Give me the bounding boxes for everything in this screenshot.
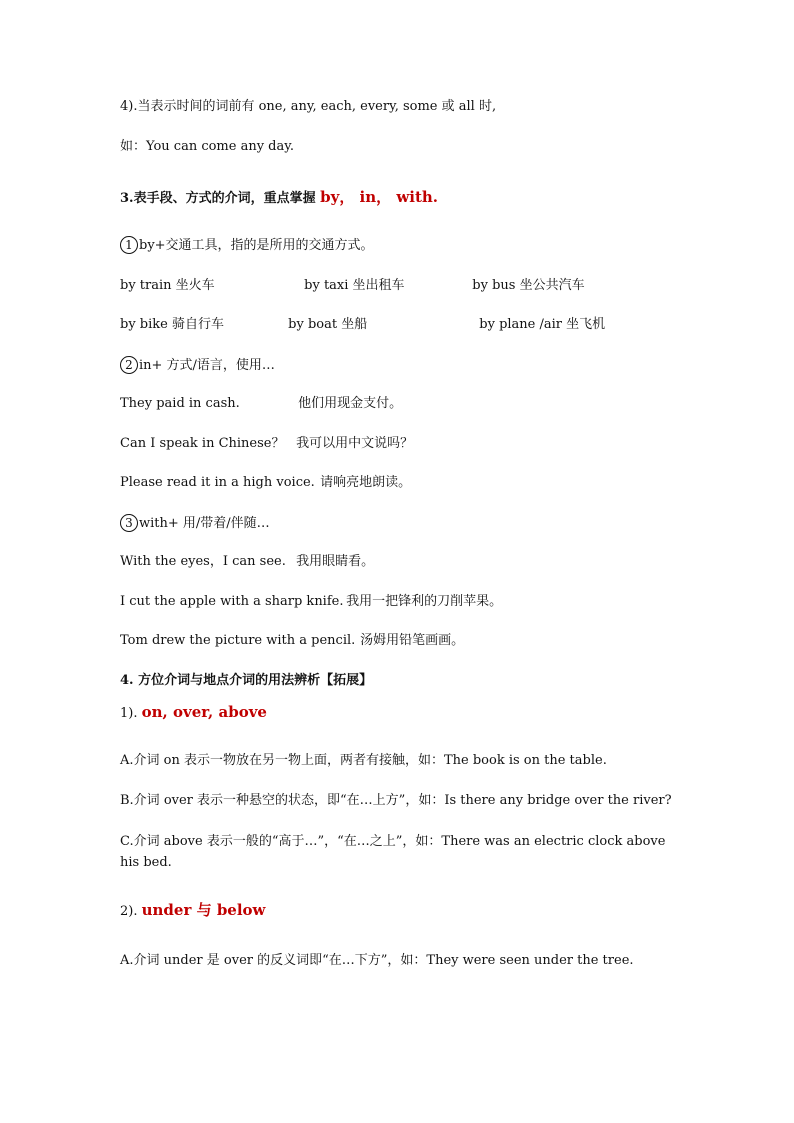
example-3 [120, 474, 411, 492]
item-2 [120, 356, 275, 375]
rule-over: B.介词 over 表示一种悬空的状态，即“在…上方”，如：Is there any bridge over the river? [120, 793, 672, 808]
item-1-text: by+交通工具，指的是所用的交通方式。 [139, 238, 374, 253]
circled-number-2: 2 [120, 356, 138, 374]
example-6-en: Tom drew the picture with a pencil. [120, 633, 356, 648]
circled-number-3: 3 [120, 514, 138, 532]
example-4-cn: 我用眼睛看。 [296, 554, 375, 569]
by-bike: by bike 骑自行车 [120, 317, 224, 332]
rule-on: A.介词 on 表示一物放在另一物上面，两者有接触，如：The book is on the table. [120, 753, 607, 768]
item-3-text: with+ 用/带着/伴随… [139, 516, 270, 531]
transport-row-2 [120, 316, 605, 334]
example-6 [120, 632, 464, 650]
example-6-cn: 汤姆用铅笔画画。 [360, 633, 465, 648]
example-1-cn: 他们用现金支付。 [298, 396, 403, 411]
section-3-keywords: by， in， with. [320, 188, 439, 206]
section-3-title: 3.表手段、方式的介词，重点掌握 [120, 191, 316, 206]
example-1 [120, 395, 402, 413]
example-2-en: Can I speak in Chinese？ [120, 436, 285, 451]
by-train: by train 坐火车 [120, 278, 215, 293]
example-4 [120, 553, 374, 571]
subsection-2-title: under 与 below [141, 901, 266, 919]
circled-number-1: 1 [120, 236, 138, 254]
subsection-1-title: on, over, above [141, 703, 267, 721]
subsection-2-number: 2). [120, 904, 138, 919]
example-4-en: With the eyes，I can see. [120, 554, 286, 569]
subsection-2-heading [120, 901, 265, 921]
item-3 [120, 514, 270, 533]
transport-row-1 [120, 277, 585, 295]
item-2-text: in+ 方式/语言，使用… [139, 358, 275, 373]
by-plane: by plane /air 坐飞机 [479, 317, 606, 332]
by-taxi: by taxi 坐出租车 [304, 278, 405, 293]
section-4-heading: 4. 方位介词与地点介词的用法辨析【拓展】 [120, 673, 373, 688]
example-2 [120, 435, 413, 453]
section-3-heading [120, 188, 438, 208]
item-1 [120, 236, 374, 255]
example-5 [120, 593, 502, 611]
subsection-1-number: 1). [120, 706, 138, 721]
example-3-en: Please read it in a high voice. [120, 475, 315, 490]
example-2-cn: 我可以用中文说吗？ [296, 436, 414, 451]
rule-4-text: 4).当表示时间的词前有 one, any, each, every, some 或 all 时, [120, 99, 497, 114]
by-boat: by boat 坐船 [288, 317, 368, 332]
subsection-1-heading [120, 703, 267, 723]
example-1-en: They paid in cash. [120, 396, 240, 411]
rule-4-example: 如：You can come any day. [120, 139, 295, 154]
example-3-cn: 请响亮地朗读。 [320, 475, 412, 490]
by-bus: by bus 坐公共汽车 [472, 278, 585, 293]
example-5-en: I cut the apple with a sharp knife. [120, 594, 344, 609]
rule-above: C.介词 above 表示一般的“高于…”，“在…之上”，如：There was an electric clock above his bed. [120, 834, 666, 870]
rule-under: A.介词 under 是 over 的反义词即“在…下方”，如：They were seen under the tree. [120, 953, 634, 968]
example-5-cn: 我用一把锋利的刀削苹果。 [346, 594, 503, 609]
